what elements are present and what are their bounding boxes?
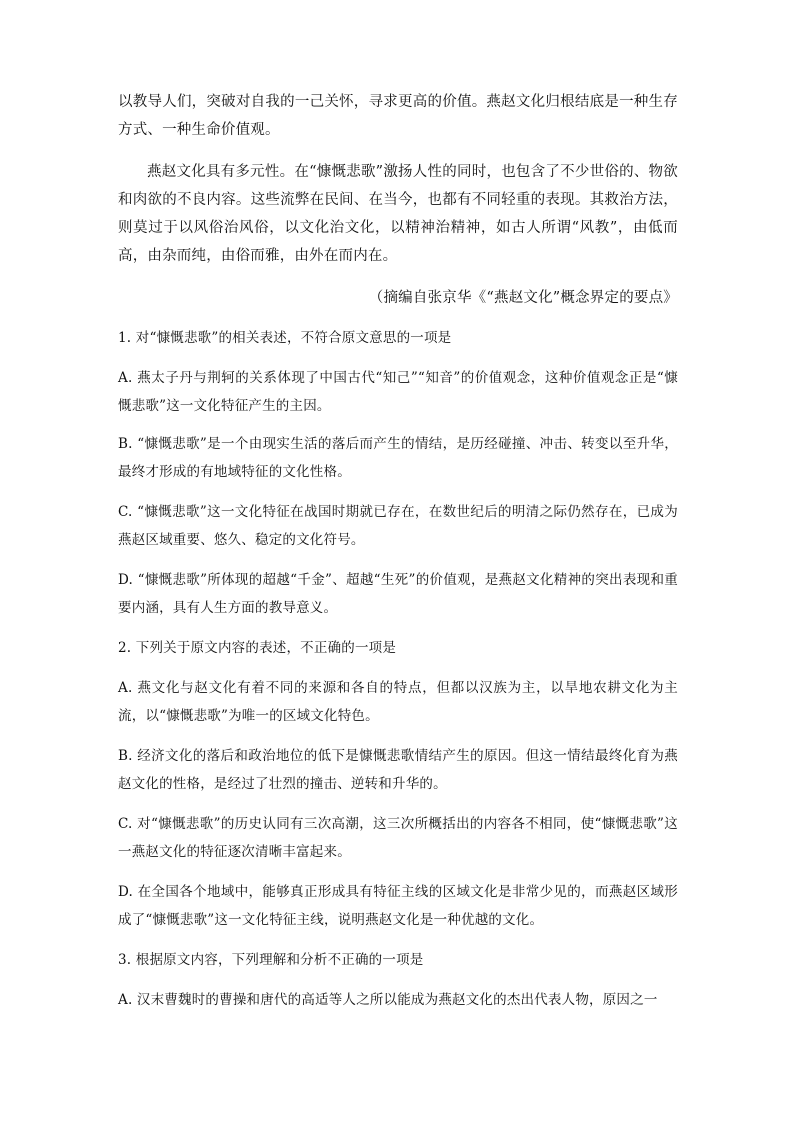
question-2-option-d: D. 在全国各个地域中，能够真正形成具有特征主线的区域文化是非常少见的，而燕赵区域形成了“慷慨悲歌”这一文化特征主线，说明燕赵文化是一种优越的文化。 — [118, 884, 678, 928]
diversity-paragraph: 燕赵文化具有多元性。在“慷慨悲歌”激扬人性的同时，也包含了不少世俗的、物欲和肉欲的不良内容。这些流弊在民间、在当今，也都有不同轻重的表现。其救治方法，则莫过于以风俗治风俗，以文化治文化，以精神治精神，如古人所谓“风教”，由低而高，由杂而纯，由俗而雅，由外在而内在。 — [118, 164, 678, 264]
question-3-option-a: A. 汉末曹魏时的曹操和唐代的高适等人之所以能成为燕赵文化的杰出代表人物，原因之一 — [118, 992, 658, 1008]
question-2-option-b: B. 经济文化的落后和政治地位的低下是慷慨悲歌情结产生的原因。但这一情结最终化育为燕赵文化的性格，是经过了壮烈的撞击、逆转和升华的。 — [118, 748, 678, 792]
question-3-stem: 3. 根据原文内容，下列理解和分析不正确的一项是 — [118, 952, 424, 968]
question-1-stem: 1. 对“慷慨悲歌”的相关表述，不符合原文意思的一项是 — [118, 330, 452, 346]
question-1-option-a: A. 燕太子丹与荆轲的关系体现了中国古代“知己”“知音”的价值观念，这种价值观念正是“慷慨悲歌”这一文化特征产生的主因。 — [118, 370, 678, 414]
question-2-stem: 2. 下列关于原文内容的表述，不正确的一项是 — [118, 640, 397, 656]
question-2-option-c: C. 对“慷慨悲歌”的历史认同有三次高潮，这三次所概括出的内容各不相同，使“慷慨悲歌”这一燕赵文化的特征逐次清晰丰富起来。 — [118, 816, 678, 860]
source-note: （摘编自张京华《“燕赵文化”概念界定的要点》 — [368, 290, 678, 306]
question-1-option-c: C. “慷慨悲歌”这一文化特征在战国时期就已存在，在数世纪后的明清之际仍然存在，已成为燕赵区域重要、悠久、稳定的文化符号。 — [118, 504, 678, 548]
question-2-option-a: A. 燕文化与赵文化有着不同的来源和各自的特点，但都以汉族为主，以旱地农耕文化为主流，以“慷慨悲歌”为唯一的区域文化特色。 — [118, 680, 678, 724]
question-1-option-d: D. “慷慨悲歌”所体现的超越“千金”、超越“生死”的价值观，是燕赵文化精神的突出表现和重要内涵，具有人生方面的教导意义。 — [118, 572, 678, 616]
intro-paragraph: 以教导人们，突破对自我的一己关怀，寻求更高的价值。燕赵文化归根结底是一种生存方式、一种生命价值观。 — [118, 94, 678, 138]
question-1-option-b: B. “慷慨悲歌”是一个由现实生活的落后而产生的情结，是历经碰撞、冲击、转变以至升华，最终才形成的有地域特征的文化性格。 — [118, 436, 678, 480]
